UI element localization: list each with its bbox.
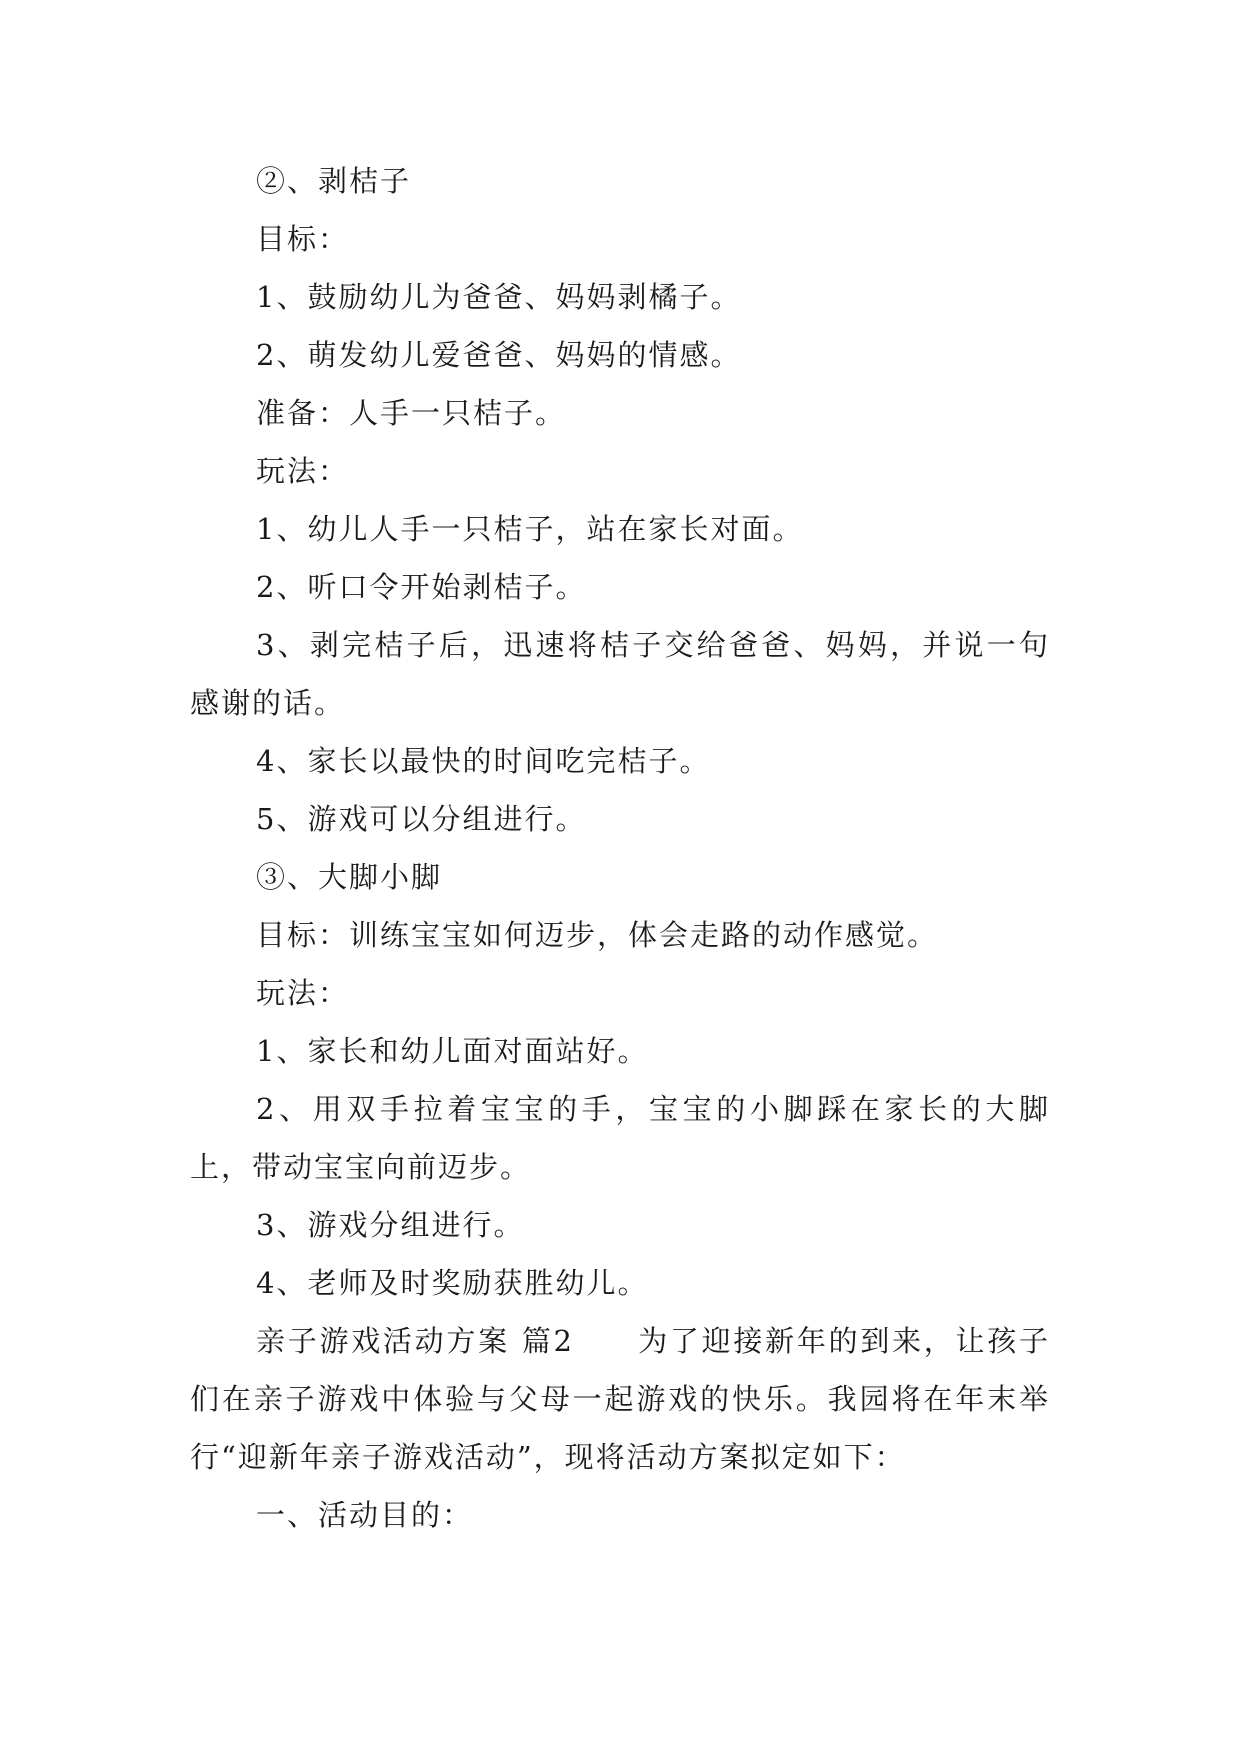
document-body [190, 152, 1050, 1544]
rule-item: 2、听口令开始剥桔子。 [256, 570, 587, 604]
rules-label: 玩法： [256, 976, 350, 1010]
section-heading-peel-orange: ②、剥桔子 [256, 164, 412, 198]
goal-label: 目标： [256, 222, 350, 256]
goal-item: 2、萌发幼儿爱爸爸、妈妈的情感。 [256, 338, 742, 372]
preparation-text: 准备：人手一只桔子。 [256, 396, 567, 430]
goal-text: 目标：训练宝宝如何迈步，体会走路的动作感觉。 [256, 918, 939, 952]
rules-label: 玩法： [256, 454, 350, 488]
rule-item: 1、家长和幼儿面对面站好。 [256, 1034, 649, 1068]
section-heading-activity-purpose: 一、活动目的： [256, 1498, 474, 1532]
rule-item: 3、游戏分组进行。 [256, 1208, 525, 1242]
goal-item: 1、鼓励幼儿为爸爸、妈妈剥橘子。 [256, 280, 742, 314]
rule-item: 5、游戏可以分组进行。 [256, 802, 587, 836]
rule-item: 1、幼儿人手一只桔子，站在家长对面。 [256, 512, 804, 546]
rule-item: 4、老师及时奖励获胜幼儿。 [256, 1266, 649, 1300]
rule-item: 3、剥完桔子后，迅速将桔子交给爸爸、妈妈，并说一句感谢的话。 [190, 628, 1050, 720]
rule-item: 2、用双手拉着宝宝的手，宝宝的小脚踩在家长的大脚上，带动宝宝向前迈步。 [190, 1092, 1050, 1184]
rule-item: 4、家长以最快的时间吃完桔子。 [256, 744, 711, 778]
section-heading-big-feet-small-feet: ③、大脚小脚 [256, 860, 443, 894]
plan-intro-paragraph: 亲子游戏活动方案 篇2 为了迎接新年的到来，让孩子们在亲子游戏中体验与父母一起游戏的快乐。我园将在年末举行“迎新年亲子游戏活动”，现将活动方案拟定如下： [190, 1324, 1050, 1474]
